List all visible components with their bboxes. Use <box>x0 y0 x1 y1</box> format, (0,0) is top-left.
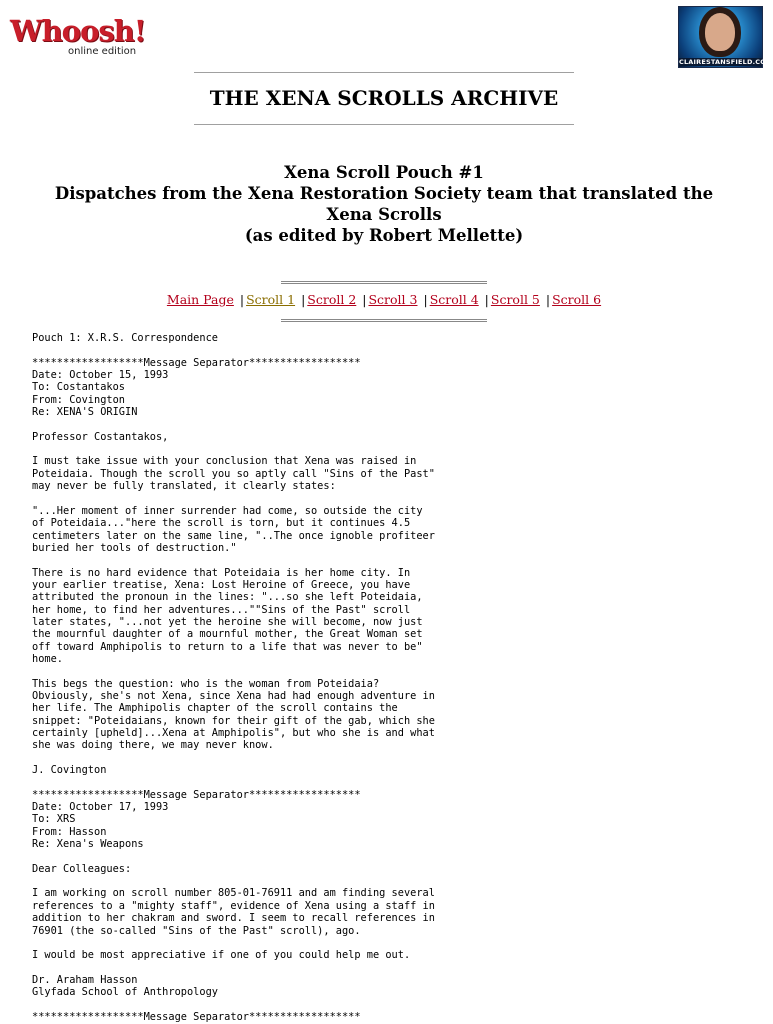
correspondence-text: Pouch 1: X.R.S. Correspondence ******************Message Separator****************** Date: October 15, 1993 To: Costantakos From: Covington Re: XENA'S ORIGIN Professor Costantakos, I must take issue with your conclusion that Xena was raised in Poteidaia. Though the scroll you so aptly call "Sins of the Past" may never be fully translated, it clearly states: "...Her moment of inner surrender had come, so outside the city of Poteidaia..."here the scroll is torn, but it continues 4.5 centimeters later on the same line, "..The once ignoble profiteer buried her tools of destruction." There is no hard evidence that Poteidaia is her home city. In your earlier treatise, Xena: Lost Heroine of Greece, you have attributed the pronoun in the lines: "...so she left Poteidaia, her home, to find her adventures...""Sins of the Past" scroll later states, "...not yet the heroine she will become, now just the mournful daughter of a mournful mother, the Great Woman set off toward Amphipolis to return to a life that was never to be" home. This begs the question: who is the woman from Poteidaia? Obviously, she's not Xena, since Xena had had enough adventure in her life. The Amphipolis chapter of the scroll contains the snippet: "Poteidaians, known for their gift of the gab, which she certainly [upheld]...Xena at Amphipolis", but who she is and what she was doing there, we may never know. J. Covington ******************Message Separator****************** Date: October 17, 1993 To: XRS From: Hasson Re: Xena's Weapons Dear Colleagues: I am working on scroll number 805-01-76911 and am finding several references to a "mighty staff", evidence of Xena using a staff in addition to her chakram and sword. I seem to recall references in 76901 (the so-called "Sins of the Past" scroll), ago. I would be most appreciative if one of you could help me out. Dr. Araham Hasson Glyfada School of Anthropology ******************Message Separator****************** <box>32 332 435 1023</box>
pouch-title: Xena Scroll Pouch #1 <box>284 163 484 182</box>
nav-scroll-1[interactable]: Scroll 1 <box>246 292 296 307</box>
whoosh-logo[interactable] <box>10 14 150 58</box>
pouch-subtitle: Dispatches from the Xena Restoration Society team that translated the Xena Scrolls <box>54 184 714 224</box>
claire-stansfield-banner[interactable] <box>678 6 773 68</box>
nav-separator: | <box>301 292 306 307</box>
nav-scroll-3[interactable]: Scroll 3 <box>368 292 418 307</box>
nav-rule-top <box>281 281 487 284</box>
nav-scroll-5[interactable]: Scroll 5 <box>490 292 540 307</box>
nav-separator: | <box>423 292 428 307</box>
portrait-image <box>705 13 735 51</box>
nav-separator: | <box>545 292 551 307</box>
top-rule <box>194 72 574 73</box>
logo-subtitle: online edition <box>68 46 137 57</box>
nav-separator: | <box>484 292 489 307</box>
nav-separator: | <box>239 292 245 307</box>
nav-main-page[interactable]: Main Page <box>166 292 234 307</box>
nav-scroll-4[interactable]: Scroll 4 <box>429 292 479 307</box>
nav-scroll-6[interactable]: Scroll 6 <box>552 292 602 307</box>
pouch-heading <box>40 162 728 246</box>
logo-wordmark: Whoosh! <box>10 14 146 48</box>
nav-scroll-2[interactable]: Scroll 2 <box>307 292 357 307</box>
nav-rule-bottom <box>281 319 487 322</box>
nav-separator: | <box>362 292 367 307</box>
page-title: THE XENA SCROLLS ARCHIVE <box>209 86 559 110</box>
banner-caption: CLAIRESTANSFIELD.COM <box>679 58 773 66</box>
title-rule <box>194 124 574 125</box>
pouch-editor: (as edited by Robert Mellette) <box>244 226 524 245</box>
scroll-nav <box>0 292 768 307</box>
